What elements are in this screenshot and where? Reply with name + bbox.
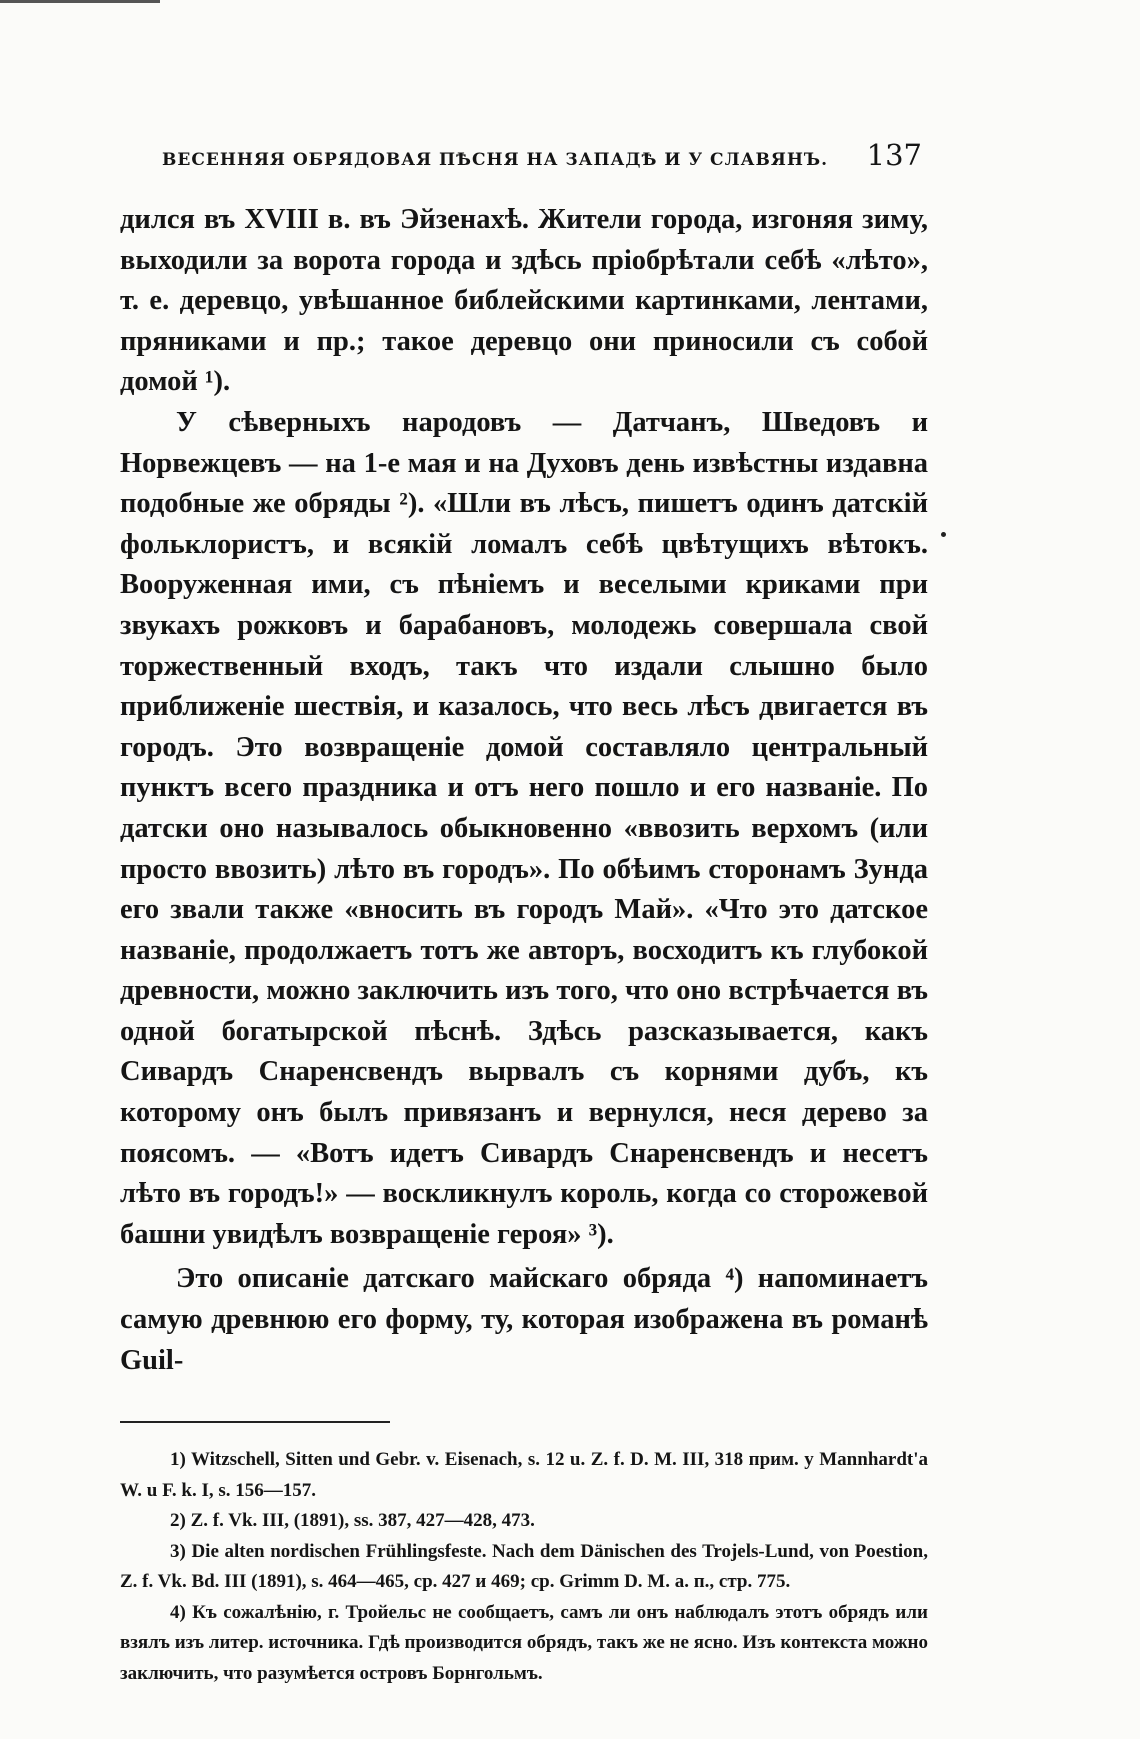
- footnote-1: 1) Witzschell, Sitten und Gebr. v. Eisenach, s. 12 u. Z. f. D. M. III, 318 прим. у Mannhardt'a W. u F. k. I, s. 156—157.: [120, 1449, 928, 1501]
- paragraph-continuation: дился въ XVIII в. въ Эйзенахѣ. Жители города, изгоняя зиму, выходили за ворота города и здѣсь пріобрѣтали себѣ «лѣто», т. е. деревцо, увѣшанное библейскими картинками, лентами, пряниками и пр.; такое деревцо они приносили съ собой домой ¹).: [120, 204, 928, 398]
- body-text: [120, 200, 928, 1381]
- footnotes: [120, 1445, 928, 1689]
- page-number: 137: [866, 138, 922, 172]
- footnote-3: 3) Die alten nordischen Frühlingsfeste. Nach dem Dänischen des Trojels-Lund, von Poestion, Z. f. Vk. Bd. III (1891), s. 464—465, ср. 427 и 469; ср. Grimm D. M. a. п., стр. 775.: [120, 1540, 928, 1593]
- paragraph-danish-rite: Это описаніе датскаго майскаго обряда ⁴) напоминаетъ самую древнюю его форму, ту, которая изображена въ романѣ Guil-: [120, 1263, 928, 1376]
- footnote-rule: [120, 1421, 390, 1423]
- running-head-title: ВЕСЕННЯЯ ОБРЯДОВАЯ ПѢСНЯ НА ЗАПАДѢ И У СЛАВЯНЪ.: [162, 150, 829, 170]
- scan-edge-mark: [0, 0, 160, 3]
- footnote-2: 2) Z. f. Vk. III, (1891), ss. 387, 427—428, 473.: [170, 1510, 535, 1532]
- book-page: [120, 138, 928, 1689]
- paragraph-north-peoples: У сѣверныхъ народовъ — Датчанъ, Шведовъ и Норвежцевъ — на 1-е мая и на Духовъ день извѣстны издавна подобные же обряды ²). «Шли въ лѣсъ, пишетъ одинъ датскій фольклористъ, и всякій ломалъ себѣ цвѣтущихъ вѣтокъ. Вооруженная ими, съ пѣніемъ и веселыми криками при звукахъ рожковъ и барабановъ, молодежь совершала свой торжественный входъ, такъ что издали слышно было приближеніе шествія, и казалось, что весь лѣсъ двигается въ городъ. Это возвращеніе домой составляло центральный пунктъ всего праздника и отъ него пошло и его названіе. По датски оно называлось обыкновенно «ввозить верхомъ (или просто ввозить) лѣто въ городъ». По обѣимъ сторонамъ Зунда его звали также «вносить въ городъ Май». «Что это датское названіе, продолжаетъ тотъ же авторъ, восходитъ къ глубокой древности, можно заключить изъ того, что оно встрѣчается въ одной богатырской пѣснѣ. Здѣсь разсказывается, какъ Сивардъ Снаренсвендъ вырвалъ съ корнями дубъ, къ которому онъ былъ привязанъ и вернулся, неся дерево за поясомъ. — «Вотъ идетъ Сивардъ Снаренсвендъ и несетъ лѣто въ городъ!» — воскликнулъ король, когда со сторожевой башни увидѣлъ возвращеніе героя» ³).: [120, 406, 928, 1250]
- running-head: [120, 138, 928, 172]
- footnote-4: 4) Къ сожалѣнію, г. Тройельс не сообщаетъ, самъ ли онъ наблюдалъ этотъ обрядъ или взялъ изъ литер. источника. Гдѣ производится обрядъ, такъ же не ясно. Изъ контекста можно заключить, что разумѣется островъ Борнгольмъ.: [120, 1601, 928, 1684]
- margin-dot: [941, 532, 946, 537]
